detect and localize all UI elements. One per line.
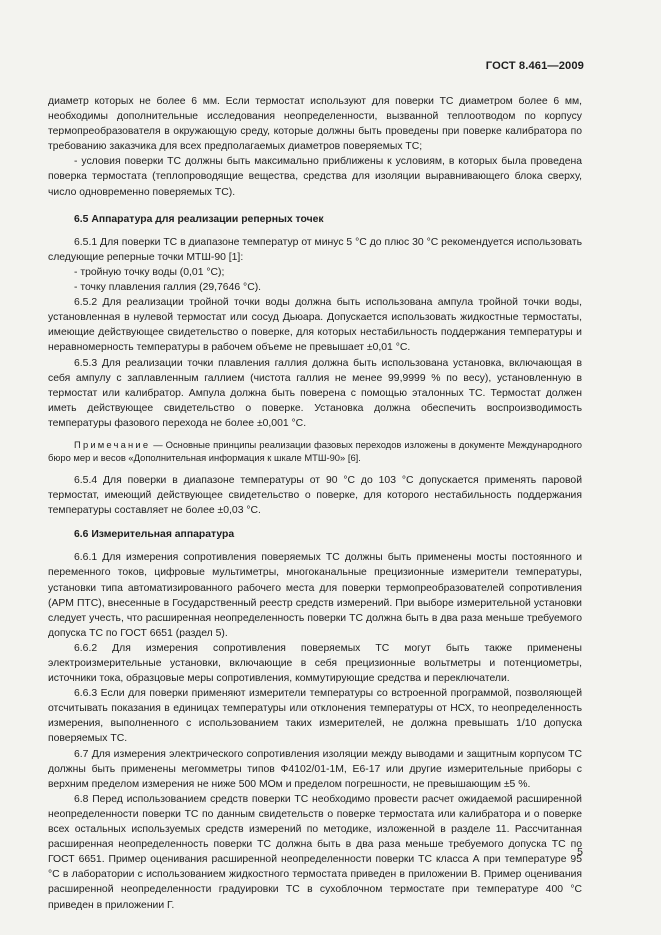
note: [48, 438, 582, 465]
list-item-gallium-melting-point: - точку плавления галлия (29,7646 °С).: [74, 282, 262, 294]
paragraph-6-5-2: 6.5.2 Для реализации тройной точки воды должна быть использована ампула тройной точки воды, установленная в нулевой термостат или сосуд Дьюара. Допускается использовать жидкостные термостаты, имеющие действующее свидетельство о поверке, для которых нестабильность поддержания температуры и неравномерность температуры в рабочем объеме не превышает ±0,01 °С.: [48, 297, 582, 354]
document-standard-number: ГОСТ 8.461—2009: [485, 60, 584, 72]
note-text: — Основные принципы реализации фазовых переходов изложены в документе Международного бюро мер и весов «Дополнительная информация к шкале МТШ-90» [6].: [48, 438, 582, 464]
paragraph-6-5-4: 6.5.4 Для поверки в диапазоне температуры от 90 °С до 103 °С допускается применять паровой термостат, имеющий действующее свидетельство о поверке, для которого нестабильность поддержания температуры составляет не более ±0,03 °С.: [48, 474, 582, 517]
paragraph-6-7: 6.7 Для измерения электрического сопротивления изоляции между выводами и защитным корпусом ТС должны быть применены мегомметры типов Ф4102/01-1М, Е6-17 или другие измерительные приборы с верхним пределом измерения не ниже 500 МОм и пределом погрешности, не превышающим ±5 %.: [48, 748, 582, 790]
section-heading-6-5: 6.5 Аппаратура для реализации реперных точек: [74, 213, 324, 225]
list-item-conditions: - условия поверки ТС должны быть максимально приближены к условиям, в которых была проведена поверка термостата (теплопроводящие вещества, средства для изоляции выравнивающего блока сверху, число одновременно поверяемых ТС).: [48, 156, 582, 198]
paragraph-6-6-3: 6.6.3 Если для поверки применяют измерители температуры со встроенной программой, позволяющей отсчитывать показания в единицах температуры или отклонения температуры от НСХ, то неопределенность измерения, выполненного с использованием таких измерителей, не должна превышать 1/10 допуска поверяемых ТС.: [48, 688, 582, 745]
section-heading-6-6: 6.6 Измерительная аппаратура: [74, 529, 235, 541]
list-item-water-triple-point: - тройную точку воды (0,01 °С);: [74, 266, 225, 278]
paragraph-6-5-1: 6.5.1 Для поверки ТС в диапазоне температур от минус 5 °С до плюс 30 °С рекомендуется использовать следующие реперные точки МТШ-90 [1]:: [48, 236, 582, 263]
paragraph-6-8: 6.8 Перед использованием средств поверки ТС необходимо провести расчет ожидаемой расширенной неопределенности поверки ТС по данным свидетельств о поверке термостата или калибратора и о поверке всех остальных используемых средств измерений по методике, изложенной в разделе 11. Рассчитанная расширенная неопределенность поверки ТС должна быть в два раза меньше требуемого допуска ТС по ГОСТ 6651. Пример оценивания расширенной неопределенности поверки ТС класса А при температуре 95 °С в лаборатории с использованием жидкостного термостата приведен в приложении В. Пример оценивания расширенной неопределенности градуировки ТС в сухоблочном термостате при температуре 400 °С приведен в приложении Г.: [48, 793, 582, 911]
paragraph-6-6-1: 6.6.1 Для измерения сопротивления поверяемых ТС должны быть применены мосты постоянного и переменного токов, цифровые мультиметры, многоканальные прецизионные измерители температуры, установки типа автоматизированного рабочего места для поверки термопреобразователей сопротивления (АРМ ПТС), внесенные в Государственный реестр средств измерений. При выборе измерительной установки следует учесть, что расширенная неопределенность поверки ТС должна быть в два раза меньше требуемого допуска ТС по ГОСТ 6651 (раздел 5).: [48, 552, 582, 639]
paragraph-6-5-3: 6.5.3 Для реализации точки плавления галлия должна быть использована установка, включающая в себя ампулу с заплавленным галлием (чистота галлия не менее 99,9999 % по весу), установленную в термостат или калибратор. Ампула должна быть поверена с помощью эталонных ТС. Термостат должен иметь действующее свидетельство о поверке. Установка должна обеспечить воспроизводимость температуры фазового перехода не более ±0,001 °С.: [48, 357, 582, 429]
document-body: [48, 94, 582, 913]
page-number: 5: [577, 846, 583, 858]
note-label: Примечание: [74, 438, 151, 450]
paragraph-6-6-2: 6.6.2 Для измерения сопротивления поверяемых ТС могут быть также применены электроизмерительные установки, включающие в себя прецизионные вольтметры и потенциометры, источники тока, образцовые меры сопротивления, коммутирующие средства и переключатели.: [48, 642, 582, 685]
paragraph-continuation: диаметр которых не более 6 мм. Если термостат используют для поверки ТС диаметром более 6 мм, необходимы дополнительные исследования неопределенности, вызванной теплоотводом по корпусу термопреобразователя в окружающую среду, которые должны быть проведены при поверке калибратора по требованию заказчика для всех предполагаемых диаметров поверяемых ТС;: [48, 96, 582, 153]
